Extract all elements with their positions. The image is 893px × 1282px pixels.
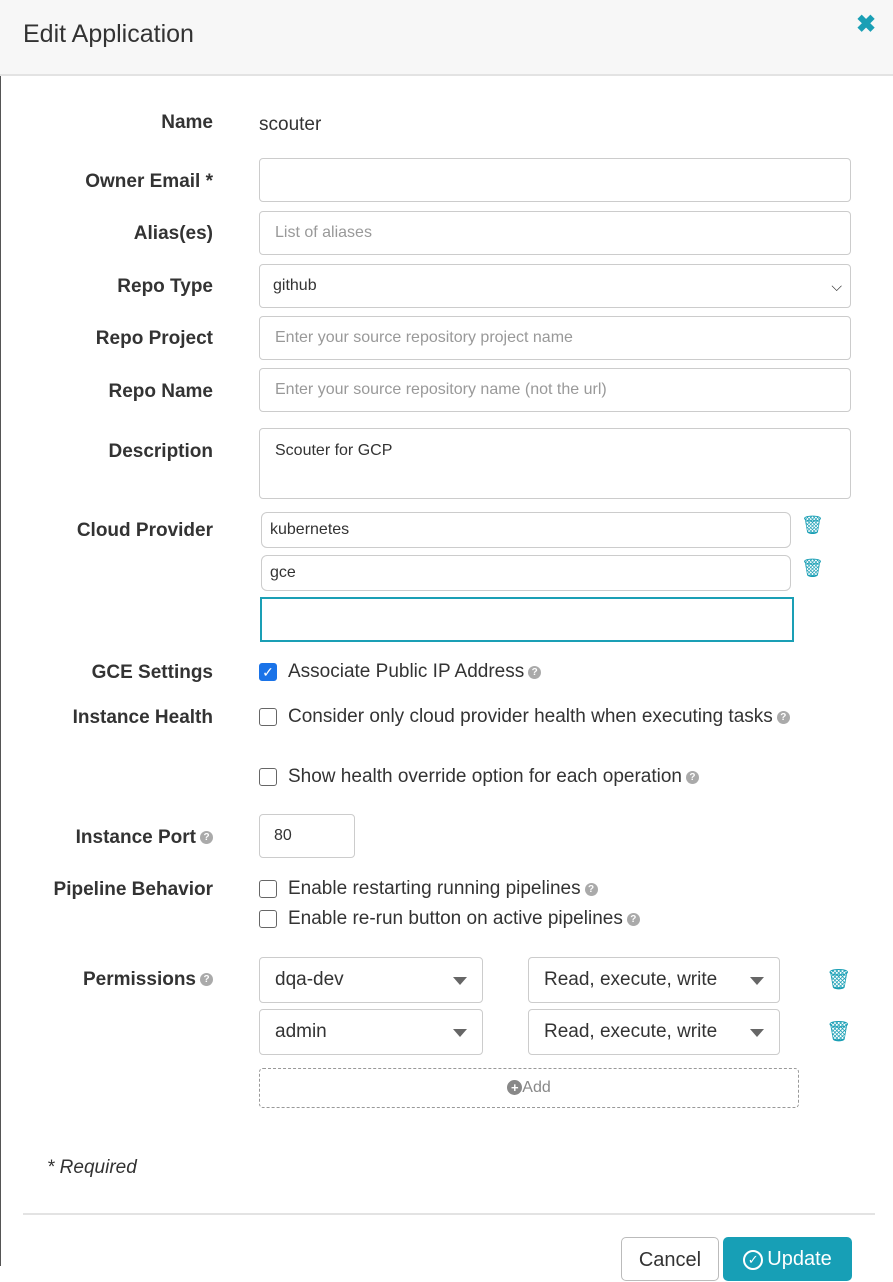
- cancel-button[interactable]: Cancel: [621, 1237, 719, 1281]
- caret-down-icon: [750, 977, 764, 985]
- name-value: scouter: [259, 114, 322, 135]
- trash-icon[interactable]: 🗑: [801, 558, 824, 578]
- permissions-label: [83, 969, 213, 991]
- checkbox[interactable]: [259, 768, 277, 786]
- plus-circle-icon: +: [507, 1080, 522, 1095]
- caret-down-icon: [453, 977, 467, 985]
- trash-icon[interactable]: 🗑: [826, 969, 852, 991]
- cloud-provider-tag[interactable]: gce: [261, 555, 791, 591]
- check-circle-icon: ✓: [743, 1250, 763, 1270]
- chevron-down-icon: ⌵: [831, 278, 842, 294]
- repo-project-input[interactable]: Enter your source repository project name: [259, 316, 851, 360]
- repo-type-label: Repo Type: [117, 276, 213, 297]
- owner-email-label: Owner Email *: [85, 171, 213, 192]
- permission-access-select[interactable]: [528, 957, 780, 1003]
- checkbox-label: Show health override option for each operation: [288, 766, 682, 787]
- repo-name-input[interactable]: Enter your source repository name (not the url): [259, 368, 851, 412]
- permission-access-select[interactable]: [528, 1009, 780, 1055]
- label-text: Instance Port: [75, 827, 196, 848]
- repo-project-label: Repo Project: [95, 328, 213, 349]
- help-icon[interactable]: ?: [200, 831, 213, 844]
- modal-title: Edit Application: [23, 20, 194, 48]
- footer-divider: [23, 1213, 875, 1215]
- checkbox-label: Enable restarting running pipelines: [288, 878, 581, 899]
- gce-settings-label: GCE Settings: [91, 662, 213, 683]
- caret-down-icon: [750, 1029, 764, 1037]
- name-label: Name: [161, 112, 213, 133]
- divider: [0, 76, 1, 1266]
- select-value: dqa-dev: [275, 969, 344, 990]
- cloud-provider-health-checkbox[interactable]: [259, 706, 790, 728]
- permission-group-select[interactable]: [259, 1009, 483, 1055]
- checkbox[interactable]: [259, 880, 277, 898]
- add-permission-button[interactable]: [259, 1068, 799, 1108]
- close-icon[interactable]: ✖: [856, 11, 877, 38]
- help-icon[interactable]: ?: [627, 913, 640, 926]
- trash-icon[interactable]: 🗑: [801, 515, 824, 535]
- repo-type-select[interactable]: [259, 264, 851, 308]
- label-text: Permissions: [83, 969, 196, 990]
- permission-group-select[interactable]: [259, 957, 483, 1003]
- cloud-provider-tag[interactable]: kubernetes: [261, 512, 791, 548]
- instance-health-label: Instance Health: [72, 707, 213, 728]
- update-label: Update: [767, 1248, 832, 1270]
- owner-email-input[interactable]: [259, 158, 851, 202]
- caret-down-icon: [453, 1029, 467, 1037]
- add-label: Add: [522, 1079, 551, 1096]
- required-note: * Required: [47, 1157, 137, 1178]
- help-icon[interactable]: ?: [585, 883, 598, 896]
- select-value: Read, execute, write: [544, 1021, 718, 1042]
- cloud-provider-input[interactable]: [260, 597, 794, 642]
- instance-port-input[interactable]: 80: [259, 814, 355, 858]
- checkbox[interactable]: [259, 910, 277, 928]
- restart-pipelines-checkbox[interactable]: [259, 878, 598, 900]
- checkbox-label: Associate Public IP Address: [288, 661, 525, 682]
- update-button[interactable]: [723, 1237, 852, 1281]
- checkbox-label: Consider only cloud provider health when executing tasks: [288, 706, 773, 727]
- select-value: admin: [275, 1021, 327, 1042]
- repo-name-label: Repo Name: [108, 381, 213, 402]
- health-override-checkbox[interactable]: [259, 766, 699, 788]
- alias-input[interactable]: List of aliases: [259, 211, 851, 255]
- help-icon[interactable]: ?: [686, 771, 699, 784]
- description-label: Description: [108, 441, 213, 462]
- help-icon[interactable]: ?: [528, 666, 541, 679]
- checkbox-checked[interactable]: ✓: [259, 663, 277, 681]
- select-value: Read, execute, write: [544, 969, 718, 990]
- checkbox-label: Enable re-run button on active pipelines: [288, 908, 623, 929]
- rerun-button-checkbox[interactable]: [259, 908, 640, 930]
- associate-public-ip-checkbox[interactable]: [259, 661, 541, 683]
- modal-header: [0, 0, 893, 76]
- repo-type-value: github: [273, 277, 317, 294]
- trash-icon[interactable]: 🗑: [826, 1021, 852, 1043]
- help-icon[interactable]: ?: [200, 973, 213, 986]
- help-icon[interactable]: ?: [777, 711, 790, 724]
- checkbox[interactable]: [259, 708, 277, 726]
- cloud-provider-label: Cloud Provider: [76, 520, 213, 541]
- pipeline-behavior-label: Pipeline Behavior: [53, 879, 213, 900]
- instance-port-label: [76, 827, 213, 849]
- description-textarea[interactable]: Scouter for GCP: [259, 428, 851, 499]
- alias-label: Alias(es): [133, 223, 213, 244]
